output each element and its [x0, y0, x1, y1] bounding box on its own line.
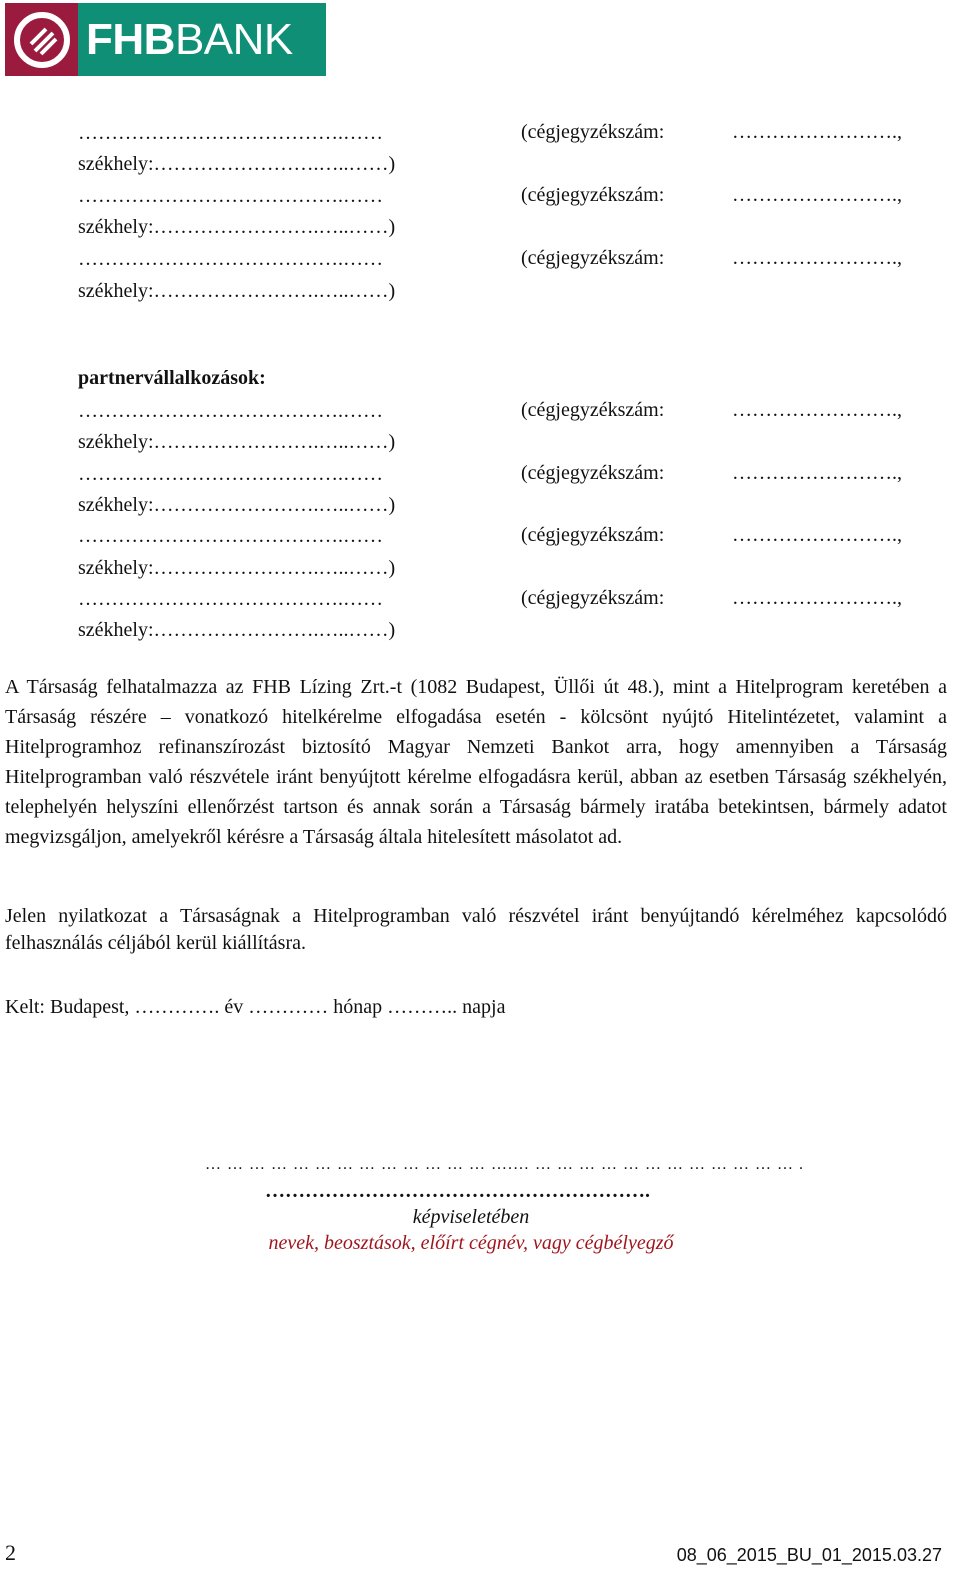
reg-label: (cégjegyzékszám:: [521, 184, 665, 206]
seat-line: székhely:…………………….…..……): [78, 557, 396, 579]
signature-instructions: nevek, beosztások, előírt cégnév, vagy cégbélyegző: [268, 1232, 674, 1254]
page-number: 2: [5, 1540, 16, 1565]
authorization-paragraph: A Társaság felhatalmazza az FHB Lízing Zrt.-t (1082 Budapest, Üllői út 48.), mint a Hitelprogram keretében a Társaság részére – vonatkozó hitelkérelme elfogadása esetén - kölcsönt nyújtó Hitelintézetet, valamint a Hitelprogramhoz refinanszírozást biztosító Magyar Nemzeti Bankot arra, hogy amennyiben a Társaság Hitelprogramban való részvétele iránt benyújtott kérelme elfogadásra kerül, abban az esetben Társaság székhelyén, telephelyén helyszíni ellenőrzést tartson és annak során a Társaság bármely iratába betekintsen, bármely adatot megvizsgáljon, amelyekről kérésre a Társaság általa hitelesített másolatot ad.: [5, 676, 947, 848]
seat-line: székhely:…………………….…..……): [78, 280, 396, 302]
reg-dots: …………………….,: [732, 399, 902, 421]
reg-dots: …………………….,: [732, 587, 902, 609]
seat-line: székhely:…………………….…..……): [78, 216, 396, 238]
reg-dots: …………………….,: [732, 524, 902, 546]
fhb-bank-logo: [5, 3, 326, 76]
company-line: ………………………………….……: [78, 525, 383, 547]
logo-brand: FHB: [86, 14, 175, 64]
reg-dots: …………………….,: [732, 184, 902, 206]
company-line: ………………………………….……: [78, 185, 383, 207]
reg-dots: …………………….,: [732, 121, 902, 143]
signature-caption: képviseletében: [412, 1206, 530, 1228]
signature-dots-line: … … … … … … … … … … … … … ….… … … … … … … … … … … … … .: [205, 1156, 804, 1173]
company-line: ………………………………….……: [78, 463, 383, 485]
reg-label: (cégjegyzékszám:: [521, 462, 665, 484]
seat-line: székhely:…………………….…..……): [78, 431, 396, 453]
reg-label: (cégjegyzékszám:: [521, 247, 665, 269]
company-line: ………………………………….……: [78, 588, 383, 610]
reg-dots: …………………….,: [732, 247, 902, 269]
seat-line: székhely:…………………….…..……): [78, 494, 396, 516]
seat-line: székhely:…………………….…..……): [78, 153, 396, 175]
reg-dots: …………………….,: [732, 462, 902, 484]
company-line: ………………………………….……: [78, 122, 383, 144]
partners-heading: partnervállalkozások:: [78, 367, 266, 389]
seat-line: székhely:…………………….…..……): [78, 619, 396, 641]
logo-wordmark: [78, 3, 326, 76]
company-line: ………………………………….……: [78, 400, 383, 422]
reg-label: (cégjegyzékszám:: [521, 399, 665, 421]
purpose-paragraph: Jelen nyilatkozat a Társaságnak a Hitelprogramban való részvétel iránt benyújtandó kérelméhez kapcsolódó felhasználás céljából kerül kiállításra.: [5, 905, 947, 954]
reg-label: (cégjegyzékszám:: [521, 587, 665, 609]
document-code: 08_06_2015_BU_01_2015.03.27: [676, 1545, 942, 1565]
logo-suffix: BANK: [174, 14, 293, 64]
company-line: ………………………………….……: [78, 248, 383, 270]
signature-dots-line-bold: ………………………………………………….: [265, 1180, 650, 1202]
reg-label: (cégjegyzékszám:: [521, 524, 665, 546]
reg-label: (cégjegyzékszám:: [521, 121, 665, 143]
logo-mark-icon: [5, 3, 78, 76]
date-place-line: Kelt: Budapest, …………. év ………… hónap ……….. napja: [5, 996, 506, 1018]
